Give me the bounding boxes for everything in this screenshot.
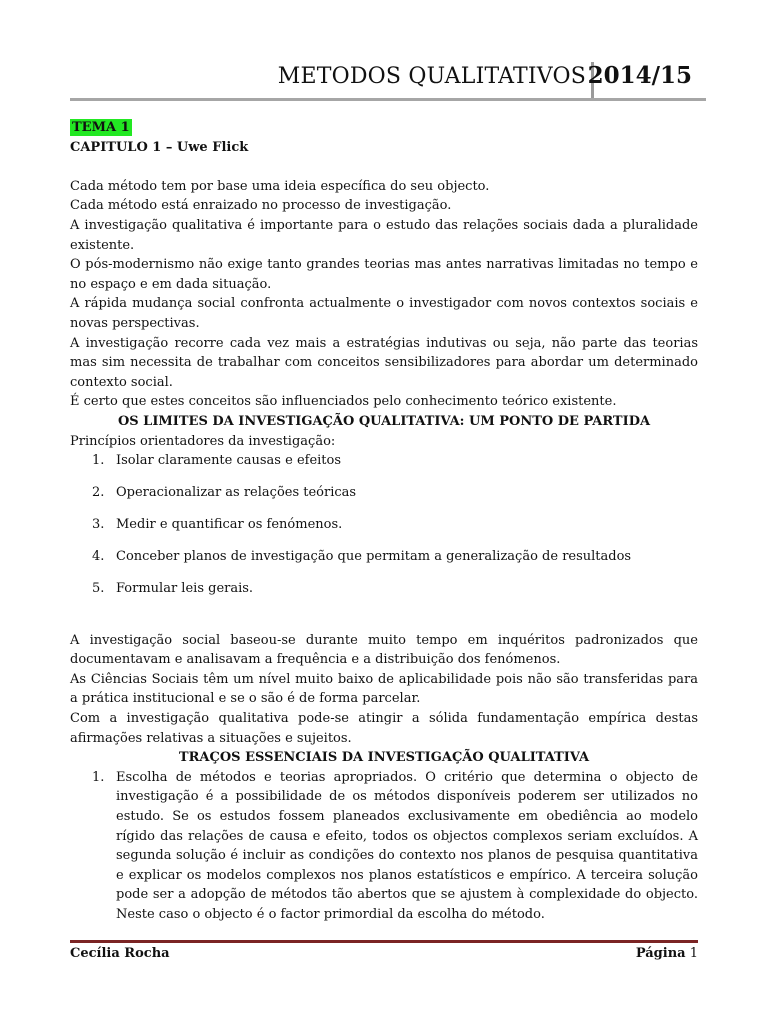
list-number: 2.	[92, 485, 105, 501]
list-number: 1.	[92, 453, 105, 469]
paragraph: As Ciências Sociais têm um nível muito baixo de aplicabilidade pois não são transferidas para a prática institucional e se o são é de forma parcelar.	[70, 671, 698, 707]
list-number: 1.	[92, 769, 105, 785]
list-text: Conceber planos de investigação que permitam a generalização de resultados	[116, 549, 632, 565]
section-heading: OS LIMITES DA INVESTIGAÇÃO QUALITATIVA: UM PONTO DE PARTIDA	[117, 413, 651, 429]
paragraph: O pós-modernismo não exige tanto grandes teorias mas antes narrativas limitadas no tempo e no espaço e em dada situação.	[70, 257, 698, 292]
list-text: Medir e quantificar os fenómenos.	[116, 517, 343, 533]
page-label: Página	[635, 946, 686, 961]
list-item	[70, 483, 698, 503]
document-title: METODOS QUALITATIVOS	[277, 64, 586, 89]
footer-rule	[70, 940, 698, 943]
document-body	[70, 118, 698, 925]
list-item	[70, 515, 698, 535]
header-rule	[70, 98, 706, 101]
list-item	[70, 579, 698, 599]
paragraph: A investigação social baseou-se durante muito tempo em inquéritos padronizados que documentavam e analisavam a frequência e a distribuição dos fenómenos.	[70, 632, 698, 668]
list-text: Isolar claramente causas e efeitos	[116, 453, 342, 469]
list-text: Escolha de métodos e teorias apropriados. O critério que determina o objecto de investigação é a possibilidade de os métodos disponíveis poderem ser utilizados no estudo. Se os estudos fossem planeados exclusivamente em obediência ao modelo rígido das relações de causa e efeito, todos os objectos complexos seriam excluídos. A segunda solução é incluir as condições do contexto nos planos de pesquisa quantitativa e explicar os modelos complexos nos planos estatísticos e empírico. A terceira solução pode ser a adopção de métodos tão abertos que se ajustem à complexidade do objecto. Neste caso o objecto é o factor primordial da escolha do método.	[116, 769, 698, 922]
footer-page	[636, 946, 698, 961]
paragraph: A rápida mudança social confronta actualmente o investigador com novos contextos sociais e novas perspectivas.	[70, 296, 698, 331]
paragraph: Cada método tem por base uma ideia específica do seu objecto.	[70, 178, 490, 194]
paragraph: Com a investigação qualitativa pode-se atingir a sólida fundamentação empírica destas afirmações relativas a situações e sujeitos.	[70, 710, 698, 746]
document-year: 2014/15	[587, 62, 692, 89]
page-number: 1	[689, 946, 698, 961]
list-item	[70, 768, 698, 925]
list-item	[70, 451, 698, 471]
paragraph: A investigação qualitativa é importante para o estudo das relações sociais dada a pluralidade existente.	[70, 217, 698, 253]
list-text: Formular leis gerais.	[116, 581, 254, 597]
list-item	[70, 547, 698, 567]
principles-list	[70, 451, 698, 599]
paragraph: A investigação recorre cada vez mais a estratégias indutivas ou seja, não parte das teorias mas sim necessita de trabalhar com conceitos sensibilizadores para abordar um determinado contexto social.	[70, 335, 698, 390]
page-header	[70, 62, 706, 102]
list-text: Operacionalizar as relações teóricas	[116, 485, 357, 501]
footer-author: Cecília Rocha	[70, 946, 170, 961]
list-number: 3.	[92, 517, 105, 533]
traits-list	[70, 768, 698, 925]
list-number: 5.	[92, 581, 105, 597]
section-heading: TRAÇOS ESSENCIAIS DA INVESTIGAÇÃO QUALITATIVA	[178, 750, 590, 766]
tema-label: TEMA 1	[72, 120, 130, 135]
paragraph: É certo que estes conceitos são influenciados pelo conhecimento teórico existente.	[70, 394, 617, 410]
principles-intro: Princípios orientadores da investigação:	[70, 433, 336, 449]
chapter-title: CAPITULO 1 – Uwe Flick	[70, 139, 249, 155]
paragraph: Cada método está enraizado no processo de investigação.	[70, 198, 452, 214]
list-number: 4.	[92, 549, 105, 565]
